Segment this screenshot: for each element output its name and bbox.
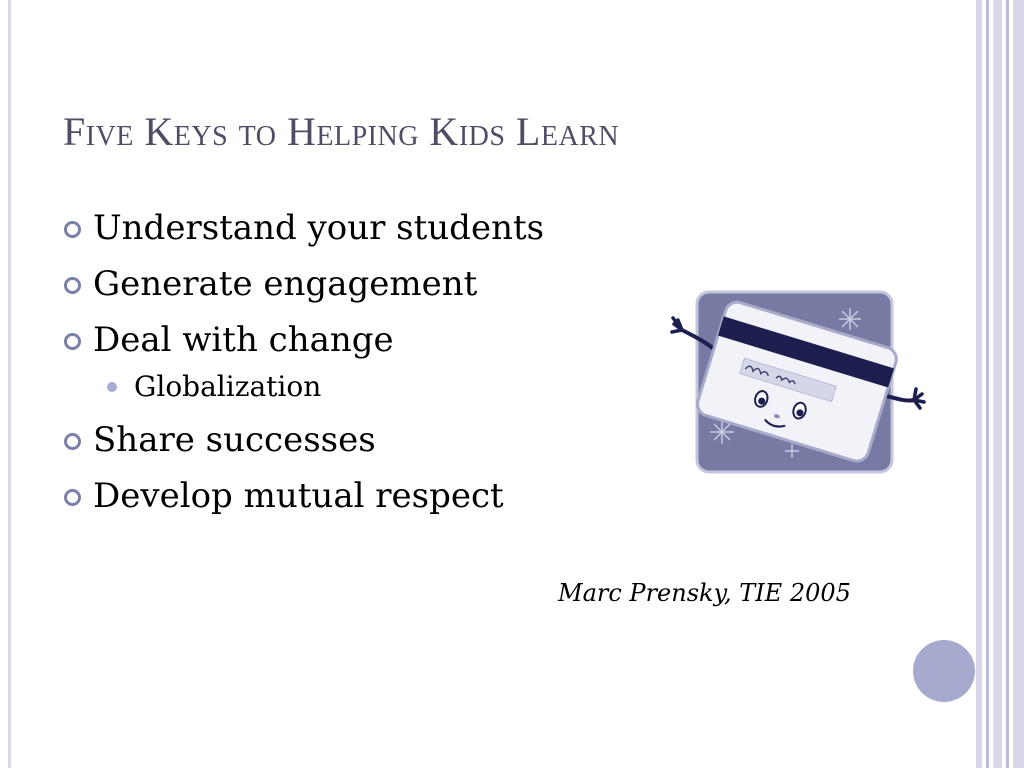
bullet-marker-icon [64,433,81,450]
right-decorative-stripes [976,0,1024,768]
bullet-text: Deal with change [93,320,394,360]
slide-title: Five Keys to Helping Kids Learn [63,109,620,154]
bullet-item [63,318,544,374]
bullet-text: Share successes [93,420,376,460]
bullet-item [63,262,544,318]
bullet-item [63,206,544,262]
bullet-list [63,206,544,530]
sub-bullet-text: Globalization [134,370,322,403]
sub-bullet-marker-icon [107,382,117,392]
left-border-line [8,0,11,768]
bullet-text: Develop mutual respect [93,476,504,516]
credit-card-character-icon [660,286,930,480]
bullet-marker-icon [64,221,81,238]
bullet-marker-icon [64,489,81,506]
bullet-marker-icon [64,333,81,350]
citation: Marc Prensky, TIE 2005 [558,579,851,607]
bullet-text: Understand your students [93,208,545,248]
sub-bullet-item [63,368,544,418]
bullet-text: Generate engagement [93,264,478,304]
decorative-circle [913,640,975,702]
bullet-item [63,474,544,530]
bullet-item [63,418,544,474]
bullet-marker-icon [64,277,81,294]
